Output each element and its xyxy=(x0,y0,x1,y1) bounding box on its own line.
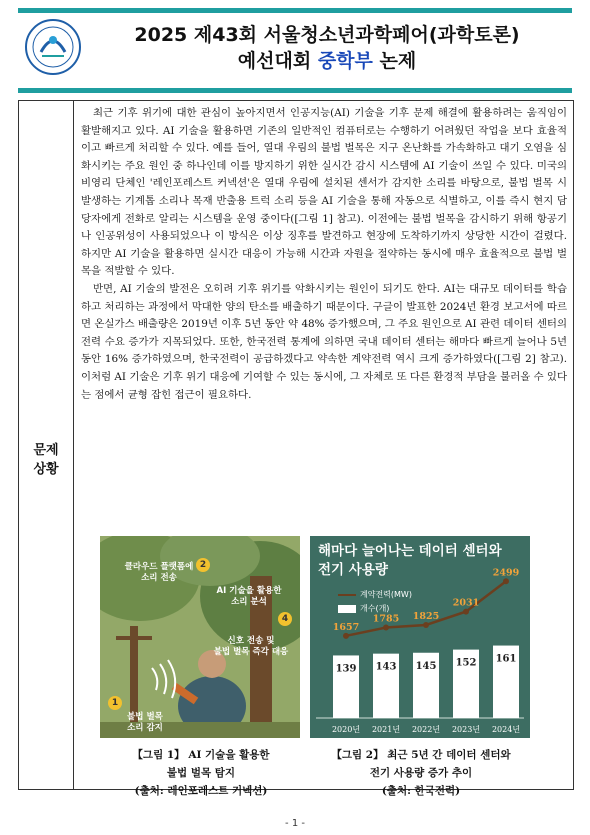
title-line-1: 2025 제43회 서울청소년과학페어(과학토론) xyxy=(134,24,520,46)
figure-2-chart xyxy=(310,536,530,738)
section-label: 문제 상황 xyxy=(33,443,59,477)
bar-label-0: 139 xyxy=(335,663,357,675)
page-number: - 1 - xyxy=(285,818,305,829)
title-line-2 xyxy=(92,48,562,74)
line-point-4 xyxy=(503,578,509,584)
line-label-4: 2499 xyxy=(492,567,520,579)
problem-text xyxy=(81,105,567,404)
x-tick-1: 2021년 xyxy=(371,725,401,734)
x-tick-0: 2020년 xyxy=(331,725,361,734)
organization-logo xyxy=(24,18,82,76)
x-tick-2: 2022년 xyxy=(411,725,441,734)
top-rule xyxy=(18,8,572,13)
label-column xyxy=(19,101,74,789)
figure-1-caption xyxy=(96,746,306,800)
paragraph-2: 반면, AI 기술의 발전은 오히려 기후 위기를 악화시키는 원인이 되기도 한다. AI는 대규모 데이터를 학습하고 처리하는 과정에서 막대한 양의 탄소를 배출하기 때문이다. 구글이 발표한 2024년 환경 보고서에 따르면 온실가스 배출량은 2019년 이후 5년 동안 약 48% 증가했으며, 그 주요 원인으로 AI 관련 데이터 센터의 전력 수요 증가가 지목되었다. 또한, 한국전력 통계에 의하면 국내 데이터 센터는 해마다 빠르게 늘어나 5년 동안 16% 증가하였으며, 한국전력이 공급하겠다고 약속한 계약전력 역시 크게 증가하였다([그림 2] 참고). 이처럼 AI 기술은 기후 위기 대응에 기여할 수 있는 동시에, 그 자체로 또 다른 환경적 부담을 불러올 수 있다는 점에서 균형 잡힌 접근이 필요하다. xyxy=(81,282,567,401)
x-tick-4: 2024년 xyxy=(491,725,521,734)
step-2-badge: 2 xyxy=(196,558,210,572)
figure-2-caption-line2: 전기 사용량 증가 추이 xyxy=(369,767,473,779)
chart-plot xyxy=(310,536,530,738)
figure-1-caption-line2: 불법 벌목 탐지 xyxy=(166,767,236,779)
bar-label-4: 161 xyxy=(495,653,517,665)
figure-2-caption-line1: 【그림 2】 최근 5년 간 데이터 센터와 xyxy=(331,749,511,761)
figure-2-caption xyxy=(306,746,536,800)
x-tick-3: 2023년 xyxy=(451,725,481,734)
line-point-0 xyxy=(343,633,349,639)
bar-label-3: 152 xyxy=(455,657,477,669)
line-label-1: 1785 xyxy=(372,613,400,625)
step-2-label: 클라우드 플랫폼에 소리 전송 xyxy=(124,562,194,583)
line-point-1 xyxy=(383,625,389,631)
line-point-2 xyxy=(423,622,429,628)
legend-line-label: 계약전력(MW) xyxy=(360,590,412,599)
step-4-label: 신호 전송 및 불법 벌목 즉각 대응 xyxy=(213,636,289,657)
figure-1-illustration xyxy=(100,536,300,738)
header-rule xyxy=(18,88,572,93)
figure-1-source: (출처: 레인포레스트 커넥션) xyxy=(134,785,268,797)
page-title xyxy=(92,22,562,74)
step-1-label: 불법 벌목 소리 감지 xyxy=(127,712,163,733)
chart-title: 해마다 늘어나는 데이터 센터와 전기 사용량 xyxy=(318,543,502,578)
line-label-0: 1657 xyxy=(332,621,360,633)
line-label-2: 1825 xyxy=(412,610,440,622)
legend-bar-label: 개수(개) xyxy=(360,604,390,613)
bar-label-1: 143 xyxy=(375,661,397,673)
line-point-3 xyxy=(463,609,469,615)
step-3-label: AI 기술을 활용한 소리 분석 xyxy=(216,586,282,607)
figure-1-caption-line1: 【그림 1】 AI 기술을 활용한 xyxy=(132,749,270,761)
title-suffix: 논제 xyxy=(379,50,417,72)
paragraph-1: 최근 기후 위기에 대한 관심이 높아지면서 인공지능(AI) 기술을 기후 문제 해결에 활용하려는 움직임이 활발해지고 있다. AI 기술을 활용하면 기존의 일반적인 컴퓨터로는 수행하기 어려웠던 작업을 보다 효율적이고 빠르게 처리할 수 있다. 예를 들어, 열대 우림의 불법 벌목은 지구 온난화를 가속화하고 대기 오염을 심화시키는 주요 원인 중 하나인데 이를 방지하기 위한 실시간 감시 시스템에 AI 기술이 쓰일 수 있다. 미국의 비영리 단체인 '레인포레스트 커넥션'은 열대 우림에 설치된 센서가 감지한 소리를 바탕으로, 불법 벌목 시 발생하는 기계톱 소리나 목재 반출용 트럭 소리 등을 AI 기술을 통해 자동으로 식별하고, 이를 즉시 현지 담당자에게 전화로 알리는 시스템을 운영 중이다([그림 1] 참고). 이전에는 불법 벌목을 감시하기 위해 항공기나 인공위성이 사용되었으나 이 방식은 이상 징후를 발견하고 현장에 도착하기까지 상당한 시간이 걸렸다. 하지만 AI 기술을 활용하면 실시간 대응이 가능해 시간과 자원을 절약하는 동시에 매우 효율적으로 불법 벌목을 적발할 수 있다. xyxy=(81,107,567,278)
line-label-3: 2031 xyxy=(452,597,480,609)
bar-label-2: 145 xyxy=(415,660,437,672)
title-accent: 중학부 xyxy=(317,50,373,72)
title-prefix: 예선대회 xyxy=(237,50,312,72)
step-1-badge: 1 xyxy=(108,696,122,710)
figure-2-source: (출처: 한국전력) xyxy=(381,785,461,797)
step-3-badge: 4 xyxy=(278,612,292,626)
